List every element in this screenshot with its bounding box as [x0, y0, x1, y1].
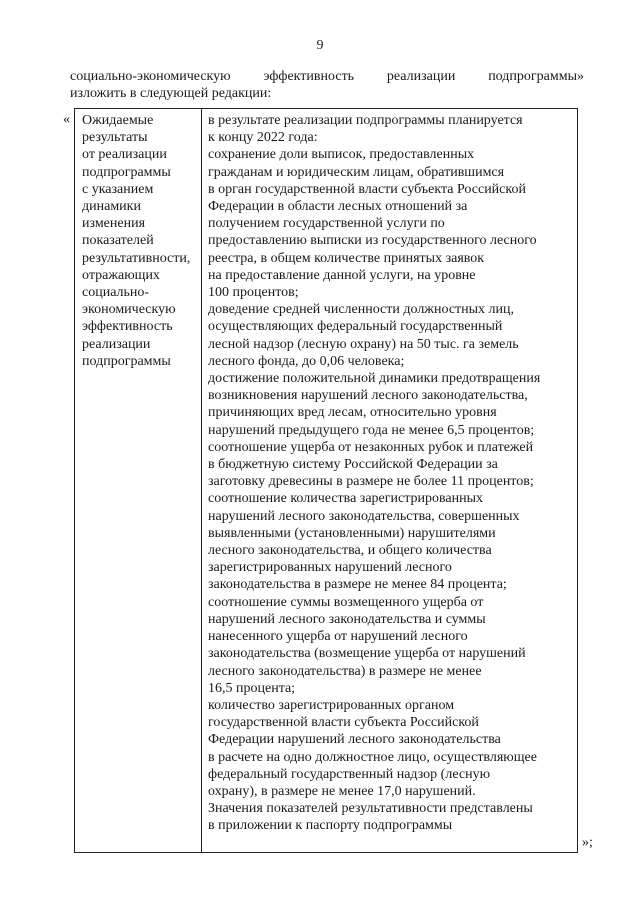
table-left-cell: [82, 112, 198, 370]
text-line: на предоставление данной услуги, на уровне: [208, 267, 476, 283]
text-line: лесного законодательства) в размере не менее: [208, 663, 482, 679]
intro-paragraph: [70, 68, 584, 102]
text-line: реестра, в общем количестве принятых заявок: [208, 250, 485, 266]
intro-word: подпрограммы»: [488, 69, 584, 84]
text-line: получением государственной услуги по: [208, 216, 445, 232]
text-line: соотношение количества зарегистрированных: [208, 491, 484, 507]
text-line: соотношение суммы возмещенного ущерба от: [208, 594, 484, 610]
text-line: количество зарегистрированных органом: [208, 697, 455, 713]
text-line: лесного законодательства, и общего количества: [208, 543, 492, 559]
text-line: экономическую: [82, 302, 176, 318]
text-line: Федерации нарушений лесного законодательства: [208, 732, 501, 748]
text-line: показателей: [82, 233, 154, 249]
text-line: заготовку древесины в размере не более 11 процентов;: [208, 474, 534, 490]
text-line: достижение положительной динамики предотвращения: [208, 371, 541, 387]
text-line: изменения: [82, 216, 146, 232]
text-line: отражающих: [82, 267, 160, 283]
text-line: в расчете на одно должностное лицо, осуществляющее: [208, 749, 537, 765]
page-number: 9: [316, 38, 324, 53]
intro-line-1: [70, 68, 584, 85]
text-line: законодательства (возмещение ущерба от нарушений: [208, 646, 526, 662]
text-line: нарушений лесного законодательства и суммы: [208, 611, 486, 627]
text-line: результаты: [82, 130, 148, 146]
table-right-cell: [208, 112, 576, 835]
text-line: в результате реализации подпрограммы планируется: [208, 113, 523, 128]
text-line: в приложении к паспорту подпрограммы: [208, 818, 453, 834]
text-line: 16,5 процента;: [208, 680, 296, 696]
text-line: эффективность: [82, 319, 173, 335]
text-line: предоставлению выписки из государственного лесного: [208, 233, 537, 249]
text-line: в орган государственной власти субъекта Российской: [208, 181, 526, 197]
text-line: 100 процентов;: [208, 285, 299, 301]
text-line: сохранение доли выписок, предоставленных: [208, 147, 475, 163]
text-line: соотношение ущерба от незаконных рубок и платежей: [208, 439, 534, 455]
text-line: результативности,: [82, 250, 191, 266]
text-line: государственной власти субъекта Российской: [208, 715, 479, 731]
closing-quote: »;: [582, 835, 593, 850]
text-line: лесной надзор (лесную охрану) на 50 тыс. га земель: [208, 336, 519, 352]
text-line: от реализации: [82, 147, 167, 163]
text-line: осуществляющих федеральный государственный: [208, 319, 503, 335]
text-line: выявленными (установленными) нарушителями: [208, 525, 496, 541]
text-line: федеральный государственный надзор (лесную: [208, 766, 491, 782]
text-line: нарушений лесного законодательства, совершенных: [208, 508, 520, 524]
text-line: возникновения нарушений лесного законодательства,: [208, 388, 528, 404]
text-line: с указанием: [82, 181, 154, 197]
text-line: в бюджетную систему Российской Федерации за: [208, 457, 498, 473]
text-line: законодательства в размере не менее 84 процента;: [208, 577, 507, 593]
text-line: Федерации в области лесных отношений за: [208, 199, 468, 215]
text-line: Значения показателей результативности представлены: [208, 801, 533, 817]
text-line: зарегистрированных нарушений лесного: [208, 560, 452, 576]
text-line: нанесенного ущерба от нарушений лесного: [208, 629, 468, 645]
intro-word: реализации: [386, 69, 456, 84]
text-line: причиняющих вред лесам, относительно уровня: [208, 405, 497, 421]
text-line: социально-: [82, 285, 150, 301]
text-line: к концу 2022 года:: [208, 130, 318, 146]
intro-word: социально-экономическую: [70, 69, 231, 84]
text-line: динамики: [82, 199, 141, 215]
column-divider: [201, 109, 202, 852]
text-line: Ожидаемые: [82, 113, 154, 128]
text-line: нарушений предыдущего года не менее 6,5 процентов;: [208, 422, 535, 438]
text-line: охрану), в размере не менее 17,0 нарушений.: [208, 783, 476, 799]
text-line: лесного фонда, до 0,06 человека;: [208, 353, 405, 369]
intro-line-2: изложить в следующей редакции:: [70, 86, 272, 101]
text-line: доведение средней численности должностных лиц,: [208, 302, 515, 318]
intro-word: эффективность: [263, 69, 355, 84]
text-line: гражданам и юридическим лицам, обратившимся: [208, 164, 505, 180]
text-line: подпрограммы: [82, 353, 171, 369]
text-line: подпрограммы: [82, 164, 171, 180]
opening-quote: «: [63, 112, 70, 127]
results-table: [74, 108, 578, 853]
text-line: реализации: [82, 336, 151, 352]
